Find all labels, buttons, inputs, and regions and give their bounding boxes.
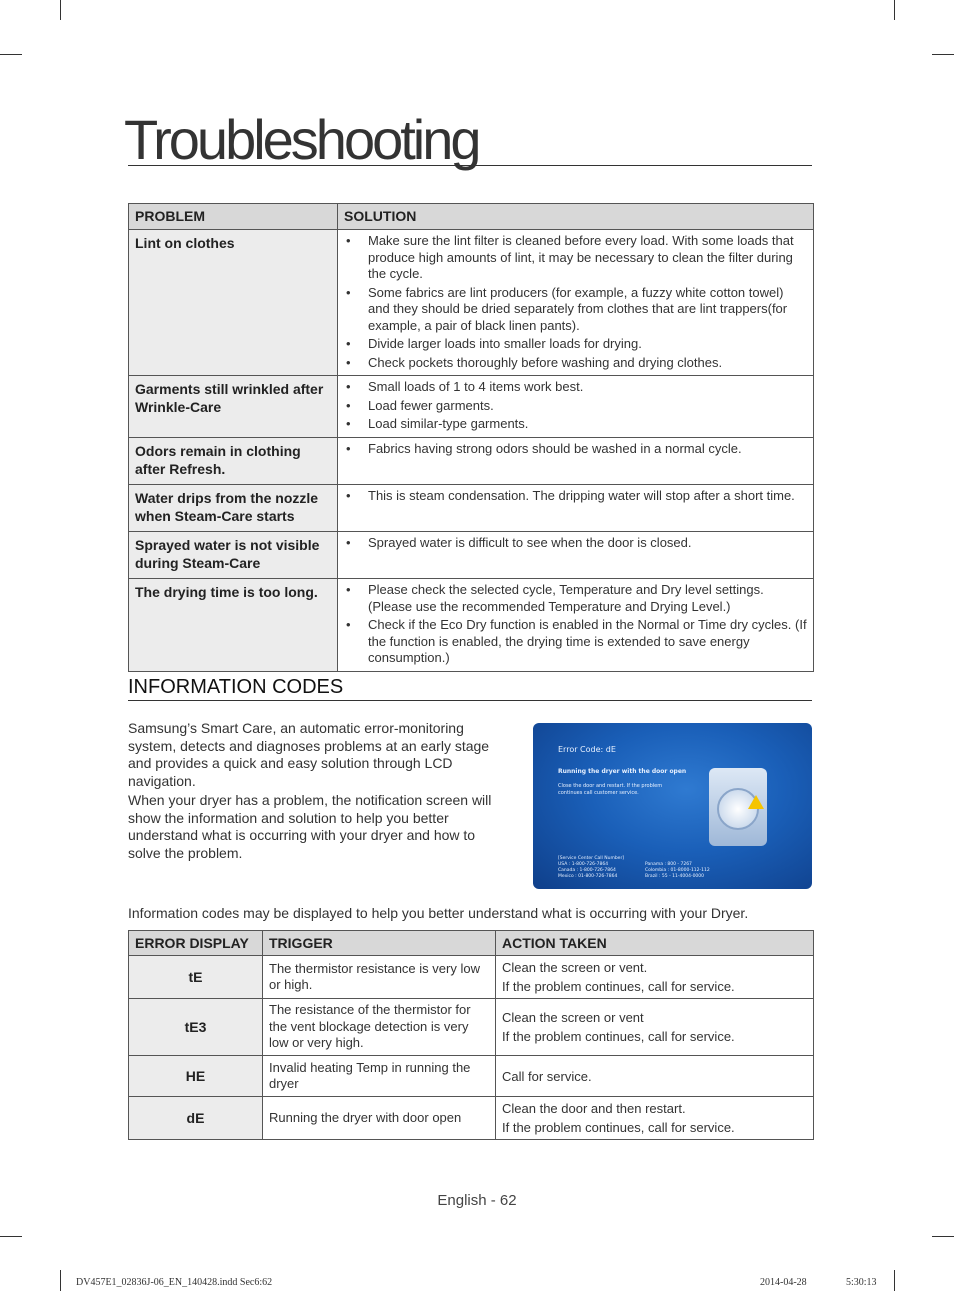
screen-service-usa: USA : 1-800-726-7864 bbox=[558, 862, 609, 867]
problem-cell: Water drips from the nozzle when Steam-Care starts bbox=[129, 485, 338, 532]
crop-mark bbox=[932, 1236, 954, 1237]
solution-cell bbox=[338, 376, 814, 438]
table-header-row bbox=[129, 204, 814, 230]
section-heading: INFORMATION CODES bbox=[128, 674, 812, 701]
table-row bbox=[129, 999, 814, 1056]
list-item bbox=[344, 582, 807, 615]
list-item bbox=[344, 233, 807, 283]
solution-text: Fabrics having strong odors should be washed in a normal cycle. bbox=[368, 441, 742, 456]
solution-cell bbox=[338, 485, 814, 532]
bullet-icon: • bbox=[346, 379, 351, 394]
action-line: If the problem continues, call for service. bbox=[502, 1120, 735, 1135]
solution-text: Divide larger loads into smaller loads for drying. bbox=[368, 336, 642, 351]
trigger-cell: The thermistor resistance is very low or high. bbox=[263, 956, 496, 999]
list-item bbox=[344, 441, 807, 458]
table-header-row bbox=[129, 931, 814, 956]
action-line: Clean the screen or vent. bbox=[502, 960, 648, 975]
solution-list bbox=[344, 379, 807, 433]
solution-cell bbox=[338, 532, 814, 579]
crop-mark bbox=[894, 0, 895, 20]
solution-list bbox=[344, 582, 807, 667]
header-trigger: TRIGGER bbox=[263, 931, 496, 956]
solution-list bbox=[344, 441, 807, 458]
screen-service-brazil: Brazil : 55 - 11-4004-0000 bbox=[645, 874, 705, 879]
bullet-icon: • bbox=[346, 284, 351, 300]
action-cell bbox=[496, 1056, 814, 1097]
solution-text: This is steam condensation. The dripping water will stop after a short time. bbox=[368, 488, 795, 503]
bullet-icon: • bbox=[346, 582, 351, 597]
trigger-cell: Invalid heating Temp in running the dryer bbox=[263, 1056, 496, 1097]
error-code-cell: tE bbox=[129, 956, 263, 999]
solution-text: Check if the Eco Dry function is enabled in the Normal or Time dry cycles. (If the function is enabled, the drying time is extended to save energy consumption.) bbox=[368, 617, 807, 665]
crop-mark bbox=[60, 0, 61, 20]
trigger-cell: The resistance of the thermistor for the vent blockage detection is very low or very high. bbox=[263, 999, 496, 1056]
bullet-icon: • bbox=[346, 416, 351, 431]
header-problem: PROBLEM bbox=[129, 204, 338, 230]
problem-cell: Lint on clothes bbox=[129, 230, 338, 376]
slug-file: DV457E1_02836J-06_EN_140428.indd Sec6:62 bbox=[76, 1277, 273, 1288]
header-solution: SOLUTION bbox=[338, 204, 814, 230]
table-row bbox=[129, 1056, 814, 1097]
bullet-icon: • bbox=[346, 441, 351, 456]
screen-service-title: [Service Center Call Number] bbox=[558, 856, 625, 861]
solution-text: Load similar-type garments. bbox=[368, 416, 529, 431]
problem-cell: The drying time is too long. bbox=[129, 579, 338, 672]
table-row bbox=[129, 230, 814, 376]
action-line: If the problem continues, call for service. bbox=[502, 1029, 735, 1044]
list-item bbox=[344, 285, 807, 335]
solution-text: Make sure the lint filter is cleaned before every load. With some loads that produce high amounts of lint, it may be necessary to clean the filter during the cycle. bbox=[368, 233, 794, 281]
bullet-icon: • bbox=[346, 488, 351, 503]
error-code-cell: dE bbox=[129, 1097, 263, 1140]
page-number: English - 62 bbox=[437, 1192, 517, 1209]
intro-text bbox=[128, 720, 508, 864]
table-row bbox=[129, 1097, 814, 1140]
list-item bbox=[344, 488, 807, 505]
table-row bbox=[129, 485, 814, 532]
solution-list bbox=[344, 233, 807, 371]
problem-table bbox=[128, 203, 814, 672]
slug-date: 2014-04-28 bbox=[760, 1277, 807, 1288]
action-cell bbox=[496, 1097, 814, 1140]
solution-text: Small loads of 1 to 4 items work best. bbox=[368, 379, 584, 394]
solution-cell bbox=[338, 438, 814, 485]
warning-icon bbox=[748, 795, 764, 809]
table-row bbox=[129, 376, 814, 438]
problem-cell: Sprayed water is not visible during Steam-Care bbox=[129, 532, 338, 579]
list-item bbox=[344, 617, 807, 667]
slug-time: 5:30:13 bbox=[846, 1277, 877, 1288]
bullet-icon: • bbox=[346, 617, 351, 632]
action-line: Call for service. bbox=[502, 1068, 592, 1084]
page-title: Troubleshooting bbox=[128, 108, 812, 166]
bullet-icon: • bbox=[346, 354, 351, 370]
solution-text: Some fabrics are lint producers (for example, a fuzzy white cotton towel) and they should be dried separately from clothes that are lint trappers(for example, a pair of black linen pants). bbox=[368, 284, 788, 333]
screen-service-mexico: Mexico : 01-800-726-7864 bbox=[558, 874, 618, 879]
header-action: ACTION TAKEN bbox=[496, 931, 814, 956]
list-item bbox=[344, 379, 807, 396]
crop-mark bbox=[932, 54, 954, 55]
error-code-cell: HE bbox=[129, 1056, 263, 1097]
crop-mark bbox=[0, 1236, 22, 1237]
screen-instruction: Close the door and restart. If the problem bbox=[558, 783, 663, 789]
table-row bbox=[129, 438, 814, 485]
screen-service-colombia: Colombia : 01-8000-112-112 bbox=[645, 868, 710, 873]
solution-text: Please check the selected cycle, Temperature and Dry level settings. (Please use the recommended Temperature and Drying Level.) bbox=[368, 582, 764, 614]
screen-error-code: Error Code: dE bbox=[558, 745, 616, 754]
action-cell bbox=[496, 999, 814, 1056]
action-line: Clean the screen or vent bbox=[502, 1010, 644, 1025]
list-item bbox=[344, 416, 807, 433]
screen-service-panama: Panama : 800 - 7267 bbox=[645, 862, 692, 867]
screen-instruction: continues call customer service. bbox=[558, 790, 639, 796]
list-item bbox=[344, 535, 807, 552]
list-item bbox=[344, 336, 807, 353]
crop-mark bbox=[894, 1270, 895, 1291]
trigger-cell: Running the dryer with door open bbox=[263, 1097, 496, 1140]
action-line: If the problem continues, call for service. bbox=[502, 979, 735, 994]
notification-screen-image bbox=[533, 723, 812, 889]
intro-paragraph: When your dryer has a problem, the notification screen will show the information and solution to help you better understand what is occurring with your dryer and how to solve the problem. bbox=[128, 792, 492, 861]
info-note: Information codes may be displayed to help you better understand what is occurring with your Dryer. bbox=[128, 905, 749, 921]
table-row bbox=[129, 956, 814, 999]
table-row bbox=[129, 579, 814, 672]
crop-mark bbox=[0, 54, 22, 55]
table-row bbox=[129, 532, 814, 579]
list-item bbox=[344, 355, 807, 372]
solution-list bbox=[344, 488, 807, 505]
intro-paragraph: Samsung’s Smart Care, an automatic error-monitoring system, detects and diagnoses problems at an early stage and provides a quick and easy solution through LCD navigation. bbox=[128, 720, 490, 789]
action-line: Clean the door and then restart. bbox=[502, 1101, 686, 1116]
solution-text: Sprayed water is difficult to see when the door is closed. bbox=[368, 535, 692, 550]
screen-message: Running the dryer with the door open bbox=[558, 768, 687, 775]
header-error-display: ERROR DISPLAY bbox=[129, 931, 263, 956]
solution-text: Check pockets thoroughly before washing and drying clothes. bbox=[368, 354, 723, 370]
list-item bbox=[344, 398, 807, 415]
solution-list bbox=[344, 535, 807, 552]
error-code-cell: tE3 bbox=[129, 999, 263, 1056]
screen-service-canada: Canada : 1-800-726-7864 bbox=[558, 868, 616, 873]
action-cell bbox=[496, 956, 814, 999]
bullet-icon: • bbox=[346, 397, 351, 413]
bullet-icon: • bbox=[346, 336, 351, 351]
code-table bbox=[128, 930, 814, 1140]
solution-text: Load fewer garments. bbox=[368, 397, 494, 413]
crop-mark bbox=[60, 1270, 61, 1291]
bullet-icon: • bbox=[346, 233, 351, 248]
problem-cell: Odors remain in clothing after Refresh. bbox=[129, 438, 338, 485]
bullet-icon: • bbox=[346, 535, 351, 550]
problem-cell: Garments still wrinkled after Wrinkle-Care bbox=[129, 376, 338, 438]
solution-cell bbox=[338, 579, 814, 672]
solution-cell bbox=[338, 230, 814, 376]
